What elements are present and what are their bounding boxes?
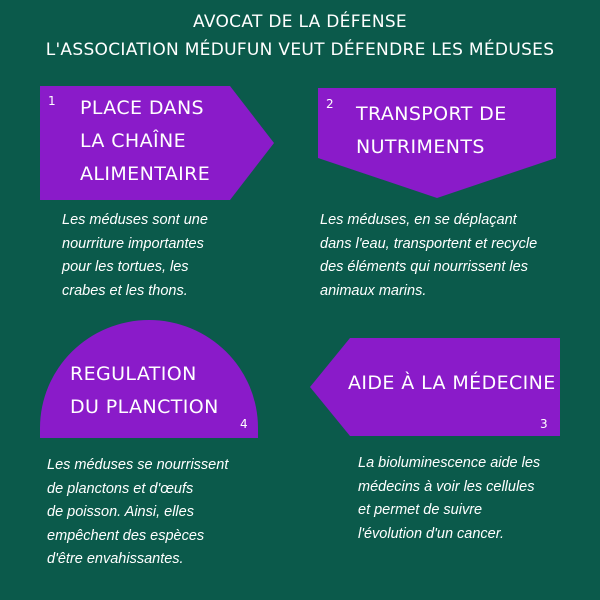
card-4-number: 4 bbox=[240, 417, 248, 431]
card-2-description bbox=[320, 209, 537, 303]
card-4-description-line: Les méduses se nourrissent bbox=[47, 457, 229, 473]
card-4-description-line: de poisson. Ainsi, elles bbox=[47, 504, 194, 520]
card-2-description-line: Les méduses, en se déplaçant bbox=[320, 212, 517, 228]
card-1-description-line: nourriture importantes bbox=[62, 235, 204, 252]
card-4-title-line: REGULATION bbox=[70, 363, 197, 385]
card-2-title bbox=[356, 98, 507, 164]
card-2-description-line: dans l'eau, transportent et recycle bbox=[320, 235, 538, 252]
card-4-description-line: de planctons et d'œufs bbox=[47, 480, 194, 497]
card-1-title-line: LA CHAÎNE bbox=[80, 130, 187, 152]
card-1-number: 1 bbox=[48, 94, 56, 108]
card-2-title-line: TRANSPORT DE bbox=[356, 103, 507, 125]
card-1-title bbox=[80, 92, 210, 191]
card-1-description-line: crabes et les thons. bbox=[62, 282, 188, 299]
card-3-description-line: La bioluminescence aide les bbox=[358, 455, 541, 471]
card-2-number: 2 bbox=[326, 97, 334, 111]
card-1-description-line: pour les tortues, les bbox=[62, 259, 189, 275]
card-3-number: 3 bbox=[540, 417, 548, 431]
card-3-description-line: et permet de suivre bbox=[358, 502, 483, 518]
card-4-title bbox=[70, 358, 219, 424]
card-4-title-line: DU PLANCTION bbox=[70, 396, 219, 418]
card-4-description bbox=[47, 454, 228, 572]
card-1-title-line: PLACE DANS bbox=[80, 97, 205, 119]
card-1-description-line: Les méduses sont une bbox=[62, 212, 208, 228]
card-3-description-line: l'évolution d'un cancer. bbox=[358, 525, 505, 542]
card-3-title: AIDE À LA MÉDECINE bbox=[348, 372, 556, 394]
main-title: AVOCAT DE LA DÉFENSE bbox=[193, 12, 407, 32]
card-1-description bbox=[62, 209, 208, 303]
subtitle: L'ASSOCIATION MÉDUFUN VEUT DÉFENDRE LES MÉDUSES bbox=[45, 40, 555, 60]
card-3-description bbox=[358, 452, 540, 546]
card-2-description-line: des éléments qui nourrissent les bbox=[320, 259, 528, 275]
card-3-description-line: médecins à voir les cellules bbox=[358, 478, 535, 495]
card-4-description-line: empêchent des espèces bbox=[47, 527, 205, 544]
card-1-title-line: ALIMENTAIRE bbox=[80, 163, 211, 185]
card-4-description-line: d'être envahissantes. bbox=[47, 551, 184, 567]
card-2-title-line: NUTRIMENTS bbox=[356, 136, 485, 158]
card-2-description-line: animaux marins. bbox=[320, 282, 427, 299]
